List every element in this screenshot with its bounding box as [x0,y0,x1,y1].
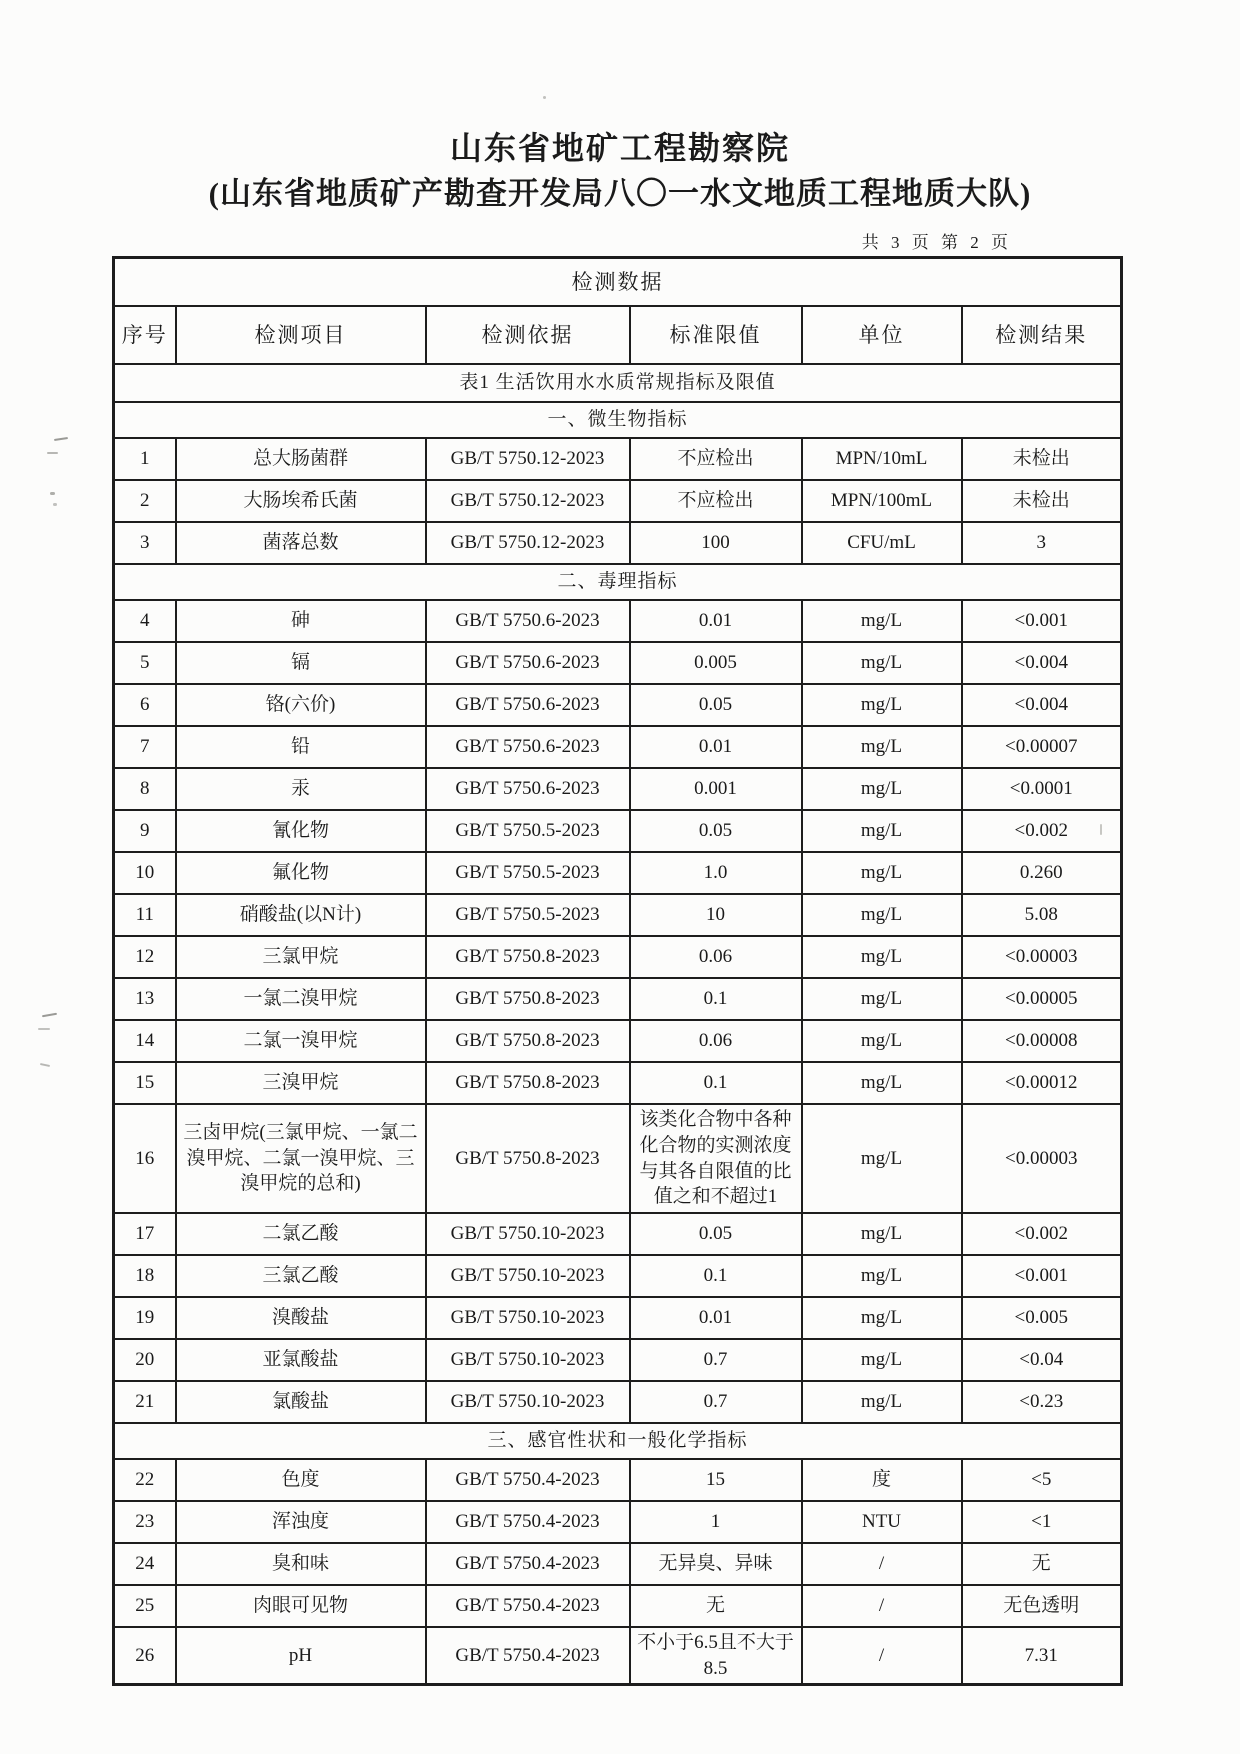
scan-artifact [42,1013,57,1018]
cell-limit: 0.1 [630,1255,802,1297]
cell-no: 13 [114,978,176,1020]
cell-item: 肉眼可见物 [176,1585,426,1627]
cell-no: 11 [114,894,176,936]
cell-no: 1 [114,438,176,480]
cell-unit: / [802,1585,962,1627]
table-row [114,1213,1122,1255]
cell-item: 臭和味 [176,1543,426,1585]
cell-item: 菌落总数 [176,522,426,564]
cell-limit: 0.06 [630,1020,802,1062]
cell-unit: mg/L [802,1020,962,1062]
table-row [114,1104,1122,1213]
cell-unit: mg/L [802,1213,962,1255]
cell-item: 一氯二溴甲烷 [176,978,426,1020]
cell-result: 无 [962,1543,1122,1585]
cell-unit: mg/L [802,642,962,684]
cell-limit: 0.1 [630,1062,802,1104]
page-counter: 共 3 页 第 2 页 [861,233,1012,253]
scan-artifact [47,452,58,454]
cell-item: 氯酸盐 [176,1381,426,1423]
cell-basis: GB/T 5750.12-2023 [426,480,630,522]
cell-result: <0.00008 [962,1020,1122,1062]
table-row [114,438,1122,480]
cell-limit: 0.05 [630,684,802,726]
cell-unit: mg/L [802,852,962,894]
cell-item: 氰化物 [176,810,426,852]
table-row [114,894,1122,936]
scan-artifact [53,503,57,506]
cell-limit: 0.005 [630,642,802,684]
cell-result: <0.002 [962,810,1122,852]
cell-item: 镉 [176,642,426,684]
cell-no: 21 [114,1381,176,1423]
cell-no: 17 [114,1213,176,1255]
column-header-limit: 标准限值 [630,306,802,364]
cell-result: <0.005 [962,1297,1122,1339]
table-row [114,522,1122,564]
cell-unit: mg/L [802,1104,962,1213]
cell-item: 大肠埃希氏菌 [176,480,426,522]
cell-item: 三卤甲烷(三氯甲烷、一氯二溴甲烷、二氯一溴甲烷、三溴甲烷的总和) [176,1104,426,1213]
cell-no: 19 [114,1297,176,1339]
cell-limit: 0.01 [630,726,802,768]
cell-unit: mg/L [802,726,962,768]
cell-no: 4 [114,600,176,642]
cell-result: 未检出 [962,438,1122,480]
table-row [114,1459,1122,1501]
cell-limit: 不应检出 [630,480,802,522]
cell-unit: mg/L [802,1062,962,1104]
column-header-unit: 单位 [802,306,962,364]
page-title: 山东省地矿工程勘察院 [449,130,790,166]
cell-basis: GB/T 5750.8-2023 [426,1062,630,1104]
cell-basis: GB/T 5750.6-2023 [426,642,630,684]
cell-item: 总大肠菌群 [176,438,426,480]
scan-artifact [54,437,68,441]
cell-no: 6 [114,684,176,726]
table-row [114,600,1122,642]
cell-limit: 1.0 [630,852,802,894]
cell-basis: GB/T 5750.4-2023 [426,1585,630,1627]
cell-basis: GB/T 5750.10-2023 [426,1213,630,1255]
cell-result: <0.00003 [962,936,1122,978]
table-row [114,480,1122,522]
cell-unit: mg/L [802,1381,962,1423]
cell-unit: mg/L [802,978,962,1020]
cell-result: 未检出 [962,480,1122,522]
cell-unit: mg/L [802,684,962,726]
cell-result: 5.08 [962,894,1122,936]
cell-basis: GB/T 5750.10-2023 [426,1255,630,1297]
cell-unit: mg/L [802,1339,962,1381]
cell-limit: 0.7 [630,1339,802,1381]
cell-item: 三溴甲烷 [176,1062,426,1104]
cell-no: 9 [114,810,176,852]
table-row [114,1255,1122,1297]
table-row [114,1062,1122,1104]
cell-no: 12 [114,936,176,978]
table-row [114,1020,1122,1062]
cell-item: 二氯一溴甲烷 [176,1020,426,1062]
cell-item: 铅 [176,726,426,768]
cell-basis: GB/T 5750.6-2023 [426,684,630,726]
cell-basis: GB/T 5750.12-2023 [426,522,630,564]
table-row [114,768,1122,810]
table-row [114,684,1122,726]
cell-no: 15 [114,1062,176,1104]
cell-no: 14 [114,1020,176,1062]
table-row [114,1585,1122,1627]
cell-limit: 10 [630,894,802,936]
cell-limit: 0.7 [630,1381,802,1423]
scan-artifact [50,492,55,495]
cell-no: 3 [114,522,176,564]
cell-limit: 无异臭、异味 [630,1543,802,1585]
report-header [40,0,1200,214]
cell-result: 无色透明 [962,1585,1122,1627]
cell-item: 三氯乙酸 [176,1255,426,1297]
test-data-table [112,256,1123,1686]
table-caption-row [114,364,1122,402]
cell-result: <1 [962,1501,1122,1543]
section-row [114,1423,1122,1459]
cell-result: <0.00007 [962,726,1122,768]
scan-artifact [543,96,546,99]
cell-basis: GB/T 5750.8-2023 [426,978,630,1020]
cell-limit: 不小于6.5且不大于8.5 [630,1627,802,1685]
cell-no: 23 [114,1501,176,1543]
cell-limit: 该类化合物中各种化合物的实测浓度与其各自限值的比值之和不超过1 [630,1104,802,1213]
table-row [114,1297,1122,1339]
cell-basis: GB/T 5750.4-2023 [426,1459,630,1501]
cell-limit: 0.05 [630,1213,802,1255]
cell-limit: 0.001 [630,768,802,810]
table-row [114,642,1122,684]
cell-limit: 无 [630,1585,802,1627]
cell-no: 5 [114,642,176,684]
column-header-item: 检测项目 [176,306,426,364]
scan-artifact [38,1028,50,1030]
cell-basis: GB/T 5750.10-2023 [426,1381,630,1423]
table-row [114,1339,1122,1381]
cell-result: <0.002 [962,1213,1122,1255]
page-subtitle: (山东省地质矿产勘查开发局八〇一水文地质工程地质大队) [208,176,1032,211]
cell-result: <0.001 [962,1255,1122,1297]
cell-limit: 15 [630,1459,802,1501]
cell-basis: GB/T 5750.4-2023 [426,1543,630,1585]
cell-no: 8 [114,768,176,810]
cell-item: 色度 [176,1459,426,1501]
column-header-row [114,306,1122,364]
cell-unit: mg/L [802,768,962,810]
cell-no: 26 [114,1627,176,1685]
column-header-result: 检测结果 [962,306,1122,364]
cell-item: 铬(六价) [176,684,426,726]
cell-basis: GB/T 5750.12-2023 [426,438,630,480]
cell-basis: GB/T 5750.10-2023 [426,1297,630,1339]
cell-unit: NTU [802,1501,962,1543]
cell-result: <0.004 [962,684,1122,726]
section-heading: 三、感官性状和一般化学指标 [114,1423,1122,1459]
cell-unit: mg/L [802,936,962,978]
cell-unit: / [802,1543,962,1585]
cell-result: <0.00012 [962,1062,1122,1104]
cell-limit: 1 [630,1501,802,1543]
table-title-row [114,258,1122,307]
cell-basis: GB/T 5750.8-2023 [426,1104,630,1213]
cell-basis: GB/T 5750.4-2023 [426,1501,630,1543]
cell-limit: 0.01 [630,1297,802,1339]
table-caption: 表1 生活饮用水水质常规指标及限值 [114,364,1122,402]
cell-unit: mg/L [802,1297,962,1339]
cell-no: 16 [114,1104,176,1213]
scan-artifact [40,1063,50,1067]
column-header-no: 序号 [114,306,176,364]
section-row [114,564,1122,600]
cell-no: 25 [114,1585,176,1627]
table-row [114,726,1122,768]
table-row [114,936,1122,978]
cell-result: <0.04 [962,1339,1122,1381]
cell-limit: 0.06 [630,936,802,978]
section-row [114,402,1122,438]
cell-result: <0.23 [962,1381,1122,1423]
cell-basis: GB/T 5750.8-2023 [426,1020,630,1062]
scan-artifact [1100,824,1102,835]
cell-result: <0.0001 [962,768,1122,810]
cell-result: 3 [962,522,1122,564]
cell-basis: GB/T 5750.4-2023 [426,1627,630,1685]
cell-basis: GB/T 5750.6-2023 [426,600,630,642]
cell-basis: GB/T 5750.5-2023 [426,894,630,936]
cell-result: <0.004 [962,642,1122,684]
table-row [114,1543,1122,1585]
cell-unit: mg/L [802,1255,962,1297]
cell-result: 0.260 [962,852,1122,894]
cell-no: 24 [114,1543,176,1585]
cell-no: 18 [114,1255,176,1297]
cell-unit: mg/L [802,600,962,642]
cell-item: 亚氯酸盐 [176,1339,426,1381]
cell-item: 氟化物 [176,852,426,894]
cell-basis: GB/T 5750.6-2023 [426,726,630,768]
cell-limit: 0.01 [630,600,802,642]
cell-result: <0.00005 [962,978,1122,1020]
table-row [114,852,1122,894]
cell-limit: 0.05 [630,810,802,852]
table-row [114,1627,1122,1685]
cell-unit: MPN/10mL [802,438,962,480]
cell-no: 7 [114,726,176,768]
cell-basis: GB/T 5750.5-2023 [426,852,630,894]
cell-unit: mg/L [802,810,962,852]
cell-limit: 0.1 [630,978,802,1020]
cell-item: 二氯乙酸 [176,1213,426,1255]
cell-item: 硝酸盐(以N计) [176,894,426,936]
cell-no: 22 [114,1459,176,1501]
cell-limit: 不应检出 [630,438,802,480]
section-heading: 二、毒理指标 [114,564,1122,600]
cell-no: 20 [114,1339,176,1381]
cell-basis: GB/T 5750.10-2023 [426,1339,630,1381]
cell-result: 7.31 [962,1627,1122,1685]
cell-basis: GB/T 5750.5-2023 [426,810,630,852]
table-title: 检测数据 [114,258,1122,307]
cell-unit: 度 [802,1459,962,1501]
cell-basis: GB/T 5750.8-2023 [426,936,630,978]
cell-item: 浑浊度 [176,1501,426,1543]
cell-item: pH [176,1627,426,1685]
cell-item: 砷 [176,600,426,642]
table-row [114,810,1122,852]
table-row [114,1381,1122,1423]
table-row [114,978,1122,1020]
cell-result: <0.001 [962,600,1122,642]
cell-basis: GB/T 5750.6-2023 [426,768,630,810]
cell-no: 10 [114,852,176,894]
cell-result: <0.00003 [962,1104,1122,1213]
cell-unit: mg/L [802,894,962,936]
cell-limit: 100 [630,522,802,564]
cell-unit: MPN/100mL [802,480,962,522]
section-heading: 一、微生物指标 [114,402,1122,438]
cell-item: 三氯甲烷 [176,936,426,978]
report-table-wrap [112,228,1120,1686]
cell-item: 汞 [176,768,426,810]
cell-item: 溴酸盐 [176,1297,426,1339]
cell-no: 2 [114,480,176,522]
table-row [114,1501,1122,1543]
column-header-basis: 检测依据 [426,306,630,364]
cell-unit: CFU/mL [802,522,962,564]
cell-result: <5 [962,1459,1122,1501]
cell-unit: / [802,1627,962,1685]
